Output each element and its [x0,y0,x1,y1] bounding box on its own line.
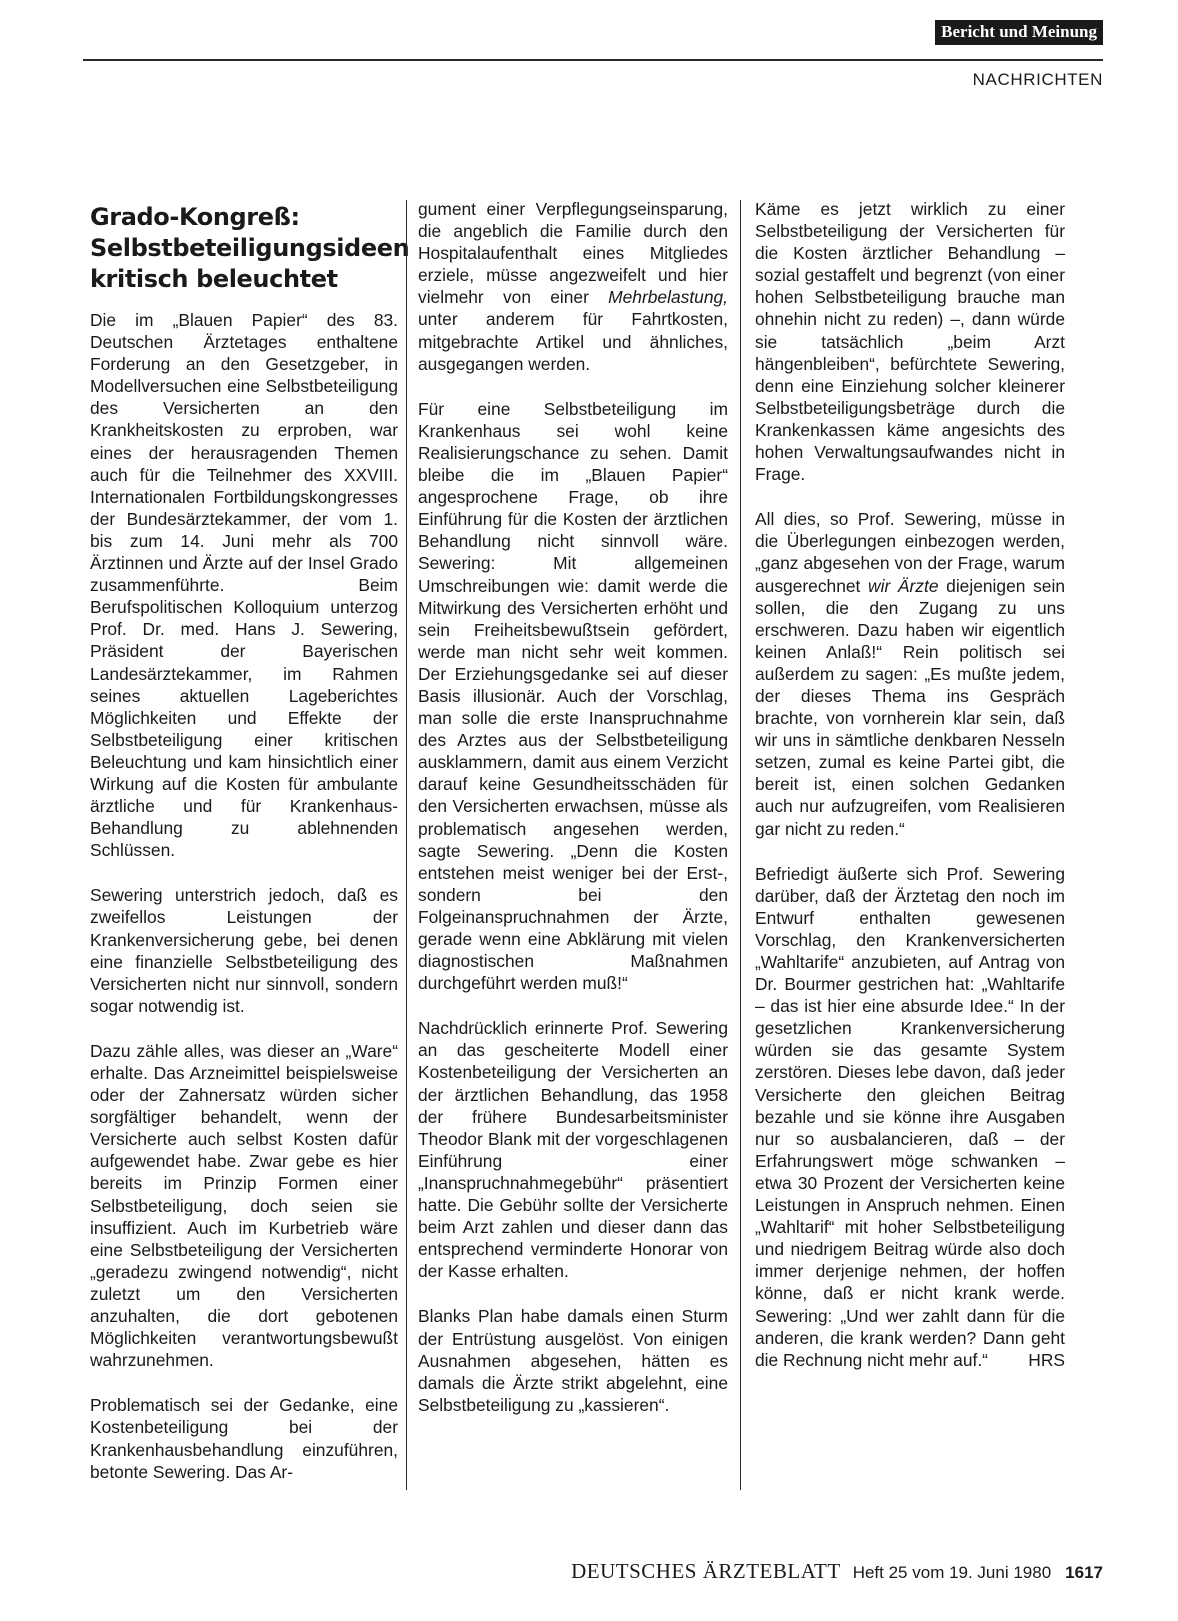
paragraph: Nachdrücklich erinnerte Prof. Sewering an das gescheiterte Modell einer Kostenbeteiligung der Versicherten an der ärztlichen Behandlung, das 1958 der frühere Bundesarbeitsminister Theodor Blank mit der vorgeschlagenen Einführung einer „Inanspruchnahmegebühr“ präsentiert hatte. Die Gebühr sollte der Versicherte beim Arzt zahlen und dieser dann das entsprechend verminderte Honorar von der Kasse erhalten. [418,1018,728,1282]
paragraph: Dazu zähle alles, was dieser an „Ware“ erhalte. Das Arzneimittel beispielsweise oder der Zahnersatz würden sicher sorgfältiger behandelt, wenn der Versicherte auch selbst Kosten dafür aufgewendet habe. Zwar gebe es hier bereits im Prinzip Formen einer Selbstbeteiligung, doch seien sie insuffizient. Auch im Kurbetrieb wäre eine Selbstbeteiligung der Versicherten „geradezu zwingend notwendig“, nicht zuletzt um den Versicherten anzuhalten, die dort gebotenen Möglichkeiten verantwortungsbewußt wahrzunehmen. [90,1040,398,1371]
paragraph: Blanks Plan habe damals einen Sturm der Entrüstung ausgelöst. Von einigen Ausnahmen abgesehen, hätten es damals die Ärzte strikt abgelehnt, eine Selbstbeteiligung zu „kassieren“. [418,1306,728,1415]
header-rule [83,59,1103,61]
text-run: unter anderem für Fahrtkosten, mitgebrachte Artikel und ähnliches, ausgegangen werden. [418,309,728,374]
article-headline [90,202,410,295]
page-number: 1617 [1065,1563,1103,1582]
paragraph: Käme es jetzt wirklich zu einer Selbstbeteiligung der Versicherten für die Kosten ärztlicher Behandlung – sozial gestaffelt und begrenzt (von einer hohen Selbstbeteiligung brauche man ohnehin nicht zu reden) –, dann würde sie tatsächlich „beim Arzt hängenbleiben“, befürchtete Sewering, denn eine Einziehung solcher kleinerer Selbstbeteiligungsbeträge durch die Krankenkassen käme angesichts des hohen Verwaltungsaufwandes nicht in Frage. [755,199,1065,485]
headline-line: Grado-Kongreß: [90,203,300,231]
paragraph [755,863,1065,1371]
column-divider [406,200,407,1490]
text-run: All dies, so Prof. Sewering, müsse in die Überlegungen einbezogen werden, „ganz abgesehen von der Frage, warum ausgerechnet [755,509,1065,596]
article-column-1 [90,309,398,1506]
page-footer [571,1560,1103,1585]
emphasis: wir Ärzte [868,575,939,596]
article-column-3 [755,198,1065,1394]
text-run: Befriedigt äußerte sich Prof. Sewering darüber, daß der Ärztetag den noch im Entwurf enthalten gewesenen Vorschlag, den Krankenversicherten „Wahltarife“ anzubieten, auf Antrag von Dr. Bourmer gestrichen hat: „Wahltarife – das ist hier eine absurde Idee.“ In der gesetzlichen Krankenversicherung würden sie das gesamte System zerstören. Dieses lebe davon, daß jeder Versicherte den gleichen Beitrag bezahle und sie könne ihre Ausgaben nur so ausbalancieren, daß – der Erfahrungswert möge schwanken – etwa 30 Prozent der Versicherten keine Leistungen in Anspruch nehmen. Einen „Wahltarif“ mit hoher Selbstbeteiligung und niedrigem Beitrag würde also doch immer derjenige nehmen, der hoffen könne, daß er nicht krank werde. Sewering: „Und wer zahlt dann für die anderen, die krank werden? Dann geht die Rechnung nicht mehr auf.“ [755,863,1065,1370]
issue-info: Heft 25 vom 19. Juni 1980 [852,1563,1052,1582]
headline-line: kritisch beleuchtet [90,265,338,293]
section-tag: Bericht und Meinung [935,20,1103,45]
paragraph: Für eine Selbstbeteiligung im Krankenhaus sei wohl keine Realisierungschance zu sehen. Damit bleibe die im „Blauen Papier“ angesprochene Frage, ob ihre Einführung für die Kosten der ärztlichen Behandlung nicht sinnvoll wäre. Sewering: Mit allgemeinen Umschreibungen wie: damit werde die Mitwirkung des Versicherten erhöht und sein Freiheitsbewußtsein gefördert, werde man nicht sehr weit kommen. Der Erziehungsgedanke sei auf dieser Basis illusionär. Auch der Vorschlag, man solle die erste Inanspruchnahme des Arztes aus der Selbstbeteiligung ausklammern, damit aus einem Verzicht darauf keine Gesundheitsschäden für den Versicherten erwachsen, müsse als problematisch angesehen werden, sagte Sewering. „Denn die Kosten entstehen meist weniger bei der Erst-, sondern bei den Folgeinanspruchnahmen der Ärzte, gerade wenn eine Abklärung mit vielen diagnostischen Maßnahmen durchgeführt werden muß!“ [418,398,728,994]
column-divider [740,200,741,1490]
paragraph [418,198,728,375]
paragraph: Die im „Blauen Papier“ des 83. Deutschen Ärztetages enthaltene Forderung an den Gesetzgeber, in Modellversuchen eine Selbstbeteiligung des Versicherten an den Krankheitskosten zu erproben, war eines der herausragenden Themen auch für die Teilnehmer des XXVIII. Internationalen Fortbildungskongresses der Bundesärztekammer, der vom 1. bis zum 14. Juni mehr als 700 Ärztinnen und Ärzte auf der Insel Grado zusammenführte. Beim Berufspolitischen Kolloquium unterzog Prof. Dr. med. Hans J. Sewering, Präsident der Bayerischen Landesärztekammer, im Rahmen seines aktuellen Lageberichtes Möglichkeiten und Effekte der Selbstbeteiligung einer kritischen Beleuchtung und kam hinsichtlich einer Wirkung auf die Kosten für ambulante ärztliche und für Krankenhaus-Behandlung zu ablehnenden Schlüssen. [90,310,398,861]
text-run: gument einer Verpflegungseinsparung, die angeblich die Familie durch den Hospitalaufenthalt eines Mitgliedes erziele, müsse angezweifelt und hier vielmehr von einer [418,199,728,308]
author-signature: HRS [1028,1349,1065,1370]
paragraph: Sewering unterstrich jedoch, daß es zweifellos Leistungen der Krankenversicherung gebe, bei denen eine finanzielle Selbstbeteiligung des Versicherten nicht nur sinnvoll, sondern sogar notwendig ist. [90,885,398,1016]
paragraph [755,508,1065,839]
text-run: diejenigen sein sollen, die den Zugang zu uns erschweren. Dazu haben wir eigentlich keinen Anlaß!“ Rein politisch sei außerdem zu sagen: „Es mußte jedem, der dieses Thema ins Gespräch brachte, von vornherein klar sein, daß wir uns in sämtliche denkbaren Nesseln setzen, zumal es keine Partei gibt, die bereit ist, einen solchen Gedanken auch nur aufzugreifen, vom Realisieren gar nicht zu reden.“ [755,575,1065,839]
journal-name: DEUTSCHES ÄRZTEBLATT [571,1559,841,1583]
paragraph: Problematisch sei der Gedanke, eine Kostenbeteiligung bei der Krankenhausbehandlung einzuführen, betonte Sewering. Das Ar- [90,1395,398,1482]
headline-line: Selbstbeteiligungsideen [90,234,410,262]
article-column-2 [418,198,728,1439]
section-kicker: NACHRICHTEN [972,70,1103,89]
emphasis: Mehrbelastung, [608,287,728,308]
